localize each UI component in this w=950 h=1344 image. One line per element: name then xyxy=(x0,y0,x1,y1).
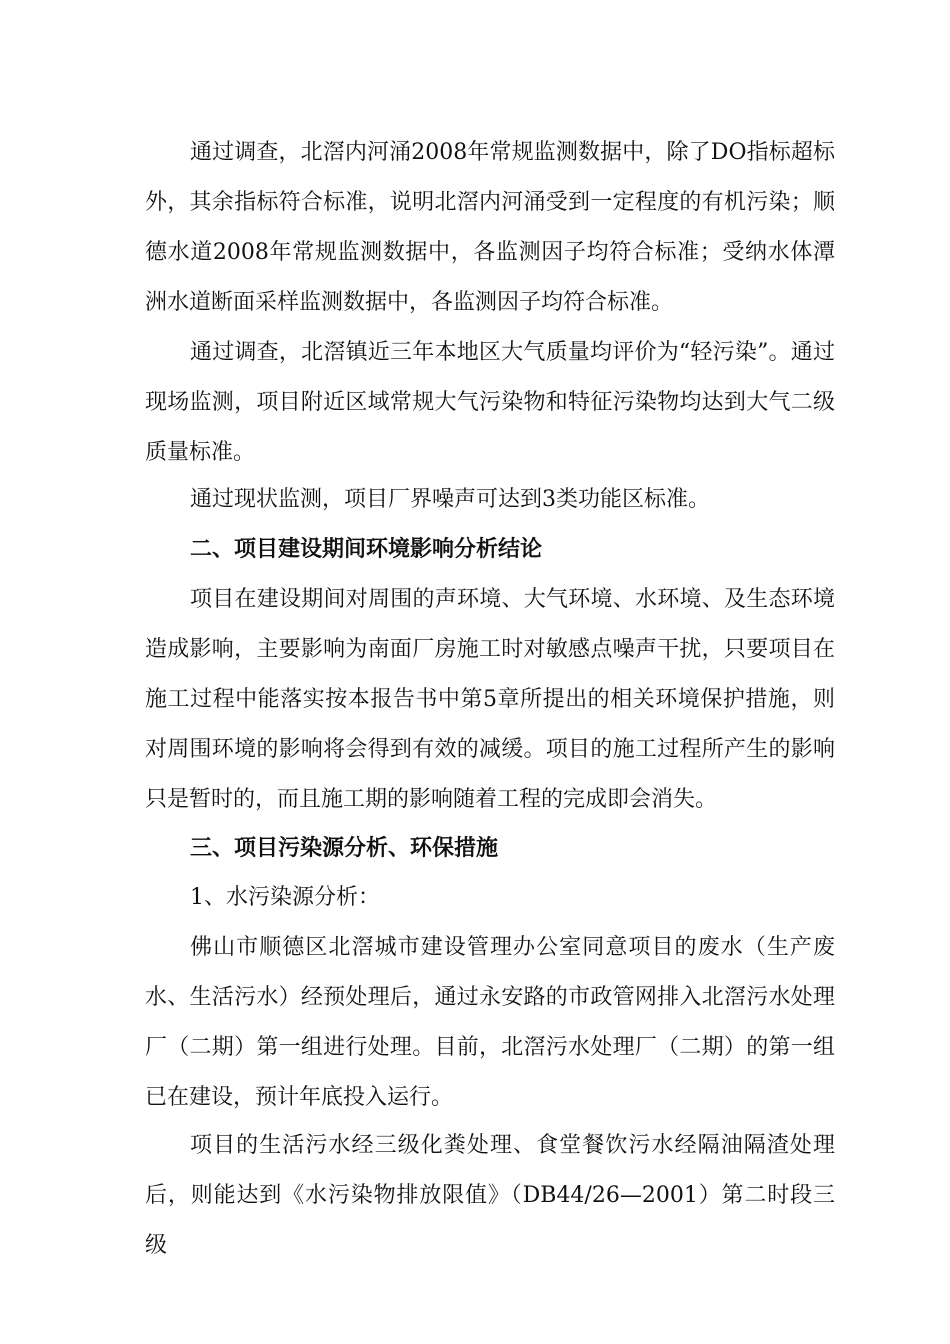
section-heading-construction: 二、项目建设期间环境影响分析结论 xyxy=(190,537,543,562)
paragraph-construction-impact: 项目在建设期间对周围的声环境、大气环境、水环境、及生态环境造成影响，主要影响为南面厂房施工时对敏感点噪声干扰，只要项目在施工过程中能落实按本报告书中第5章所提出的相关环境保护措施，则对周围环境的影响将会得到有效的减缓。项目的施工过程所产生的影响只是暂时的，而且施工期的影响随着工程的完成即会消失。 xyxy=(145,587,835,812)
paragraph-wastewater-plan: 佛山市顺德区北滘城市建设管理办公室同意项目的废水（生产废水、生活污水）经预处理后，通过永安路的市政管网排入北滘污水处理厂（二期）第一组进行处理。目前，北滘污水处理厂（二期）的第一组已在建设，预计年底投入运行。 xyxy=(145,935,835,1110)
section-heading-pollution: 三、项目污染源分析、环保措施 xyxy=(190,836,499,861)
subheading-water-pollution: 1、水污染源分析： xyxy=(190,885,380,910)
paragraph-sewage-treatment: 项目的生活污水经三级化粪处理、食堂餐饮污水经隔油隔渣处理后，则能达到《水污染物排放限值》（DB44/26—2001）第二时段三级 xyxy=(145,1133,835,1258)
paragraph-noise-survey: 通过现状监测，项目厂界噪声可达到3类功能区标准。 xyxy=(190,487,710,512)
paragraph-air-survey: 通过调查，北滘镇近三年本地区大气质量均评价为“轻污染”。通过现场监测，项目附近区域常规大气污染物和特征污染物均达到大气二级质量标准。 xyxy=(145,340,835,465)
paragraph-water-survey: 通过调查，北滘内河涌2008年常规监测数据中，除了DO指标超标外，其余指标符合标准，说明北滘内河涌受到一定程度的有机污染；顺德水道2008年常规监测数据中，各监测因子均符合标准；受纳水体潭洲水道断面采样监测数据中，各监测因子均符合标准。 xyxy=(145,140,835,315)
